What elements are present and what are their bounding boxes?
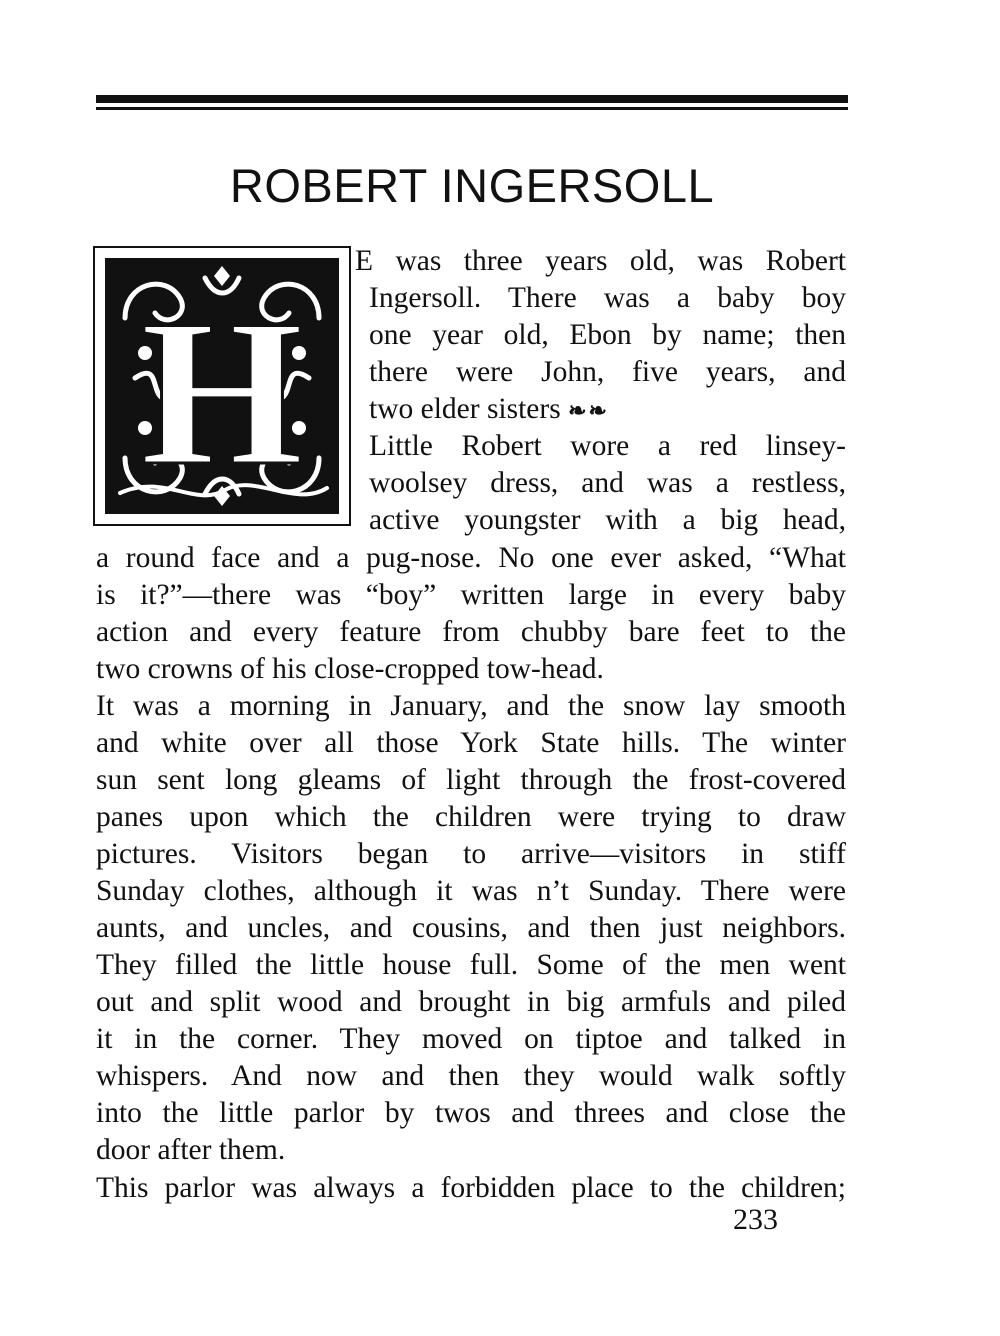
text-line: one year old, Ebon by name; then: [369, 319, 846, 351]
text-line: [369, 391, 846, 430]
text-line: pictures. Visitors began to arrive—visitors in stiff: [96, 838, 846, 870]
text-line: whispers. And now and then they would walk softly: [96, 1060, 846, 1092]
text-line: it in the corner. They moved on tiptoe and talked in: [96, 1023, 846, 1055]
text-line: out and split wood and brought in big armfuls and piled: [96, 986, 846, 1018]
text-line: sun sent long gleams of light through the frost-covered: [96, 764, 846, 796]
initial-letter: H: [140, 277, 304, 509]
text-line: and white over all those York State hills. The winter: [96, 727, 846, 759]
chapter-title: ROBERT INGERSOLL: [229, 159, 715, 212]
decorated-initial: [93, 246, 351, 526]
ornament-icon: ❧: [588, 398, 609, 423]
text-line: action and every feature from chubby bare feet to the: [96, 616, 846, 648]
text-line: panes upon which the children were trying to draw: [96, 801, 846, 833]
text-line: active youngster with a big head,: [369, 504, 846, 536]
text-line: door after them.: [96, 1134, 286, 1166]
top-thin-rule: [96, 107, 848, 110]
text-line: Little Robert wore a red linsey-: [369, 430, 846, 462]
text-line: This parlor was always a forbidden place to the children;: [96, 1172, 846, 1204]
text-line: two crowns of his close-cropped tow-head.: [96, 653, 604, 685]
text-line: Sunday clothes, although it was n’t Sunday. There were: [96, 875, 846, 907]
text-line: a round face and a pug-nose. No one ever asked, “What: [96, 542, 846, 574]
text-line: into the little parlor by twos and threes and close the: [96, 1097, 846, 1129]
text-line: It was a morning in January, and the snow lay smooth: [96, 690, 846, 722]
text-line: woolsey dress, and was a restless,: [369, 467, 846, 499]
top-thick-rule: [96, 95, 848, 103]
text-line: aunts, and uncles, and cousins, and then just neighbors.: [96, 912, 846, 944]
text-line: They filled the little house full. Some of the men went: [96, 949, 846, 981]
page-number: 233: [733, 1203, 778, 1236]
text-line: is it?”—there was “boy” written large in every baby: [96, 579, 846, 611]
text-line: E was three years old, was Robert: [355, 245, 846, 277]
ornament-icon: ❧: [568, 398, 589, 423]
text-line-part: two elder sisters: [369, 393, 561, 425]
text-line: there were John, five years, and: [369, 356, 846, 388]
decorated-initial-art: [105, 258, 339, 514]
text-line: Ingersoll. There was a baby boy: [369, 282, 846, 314]
